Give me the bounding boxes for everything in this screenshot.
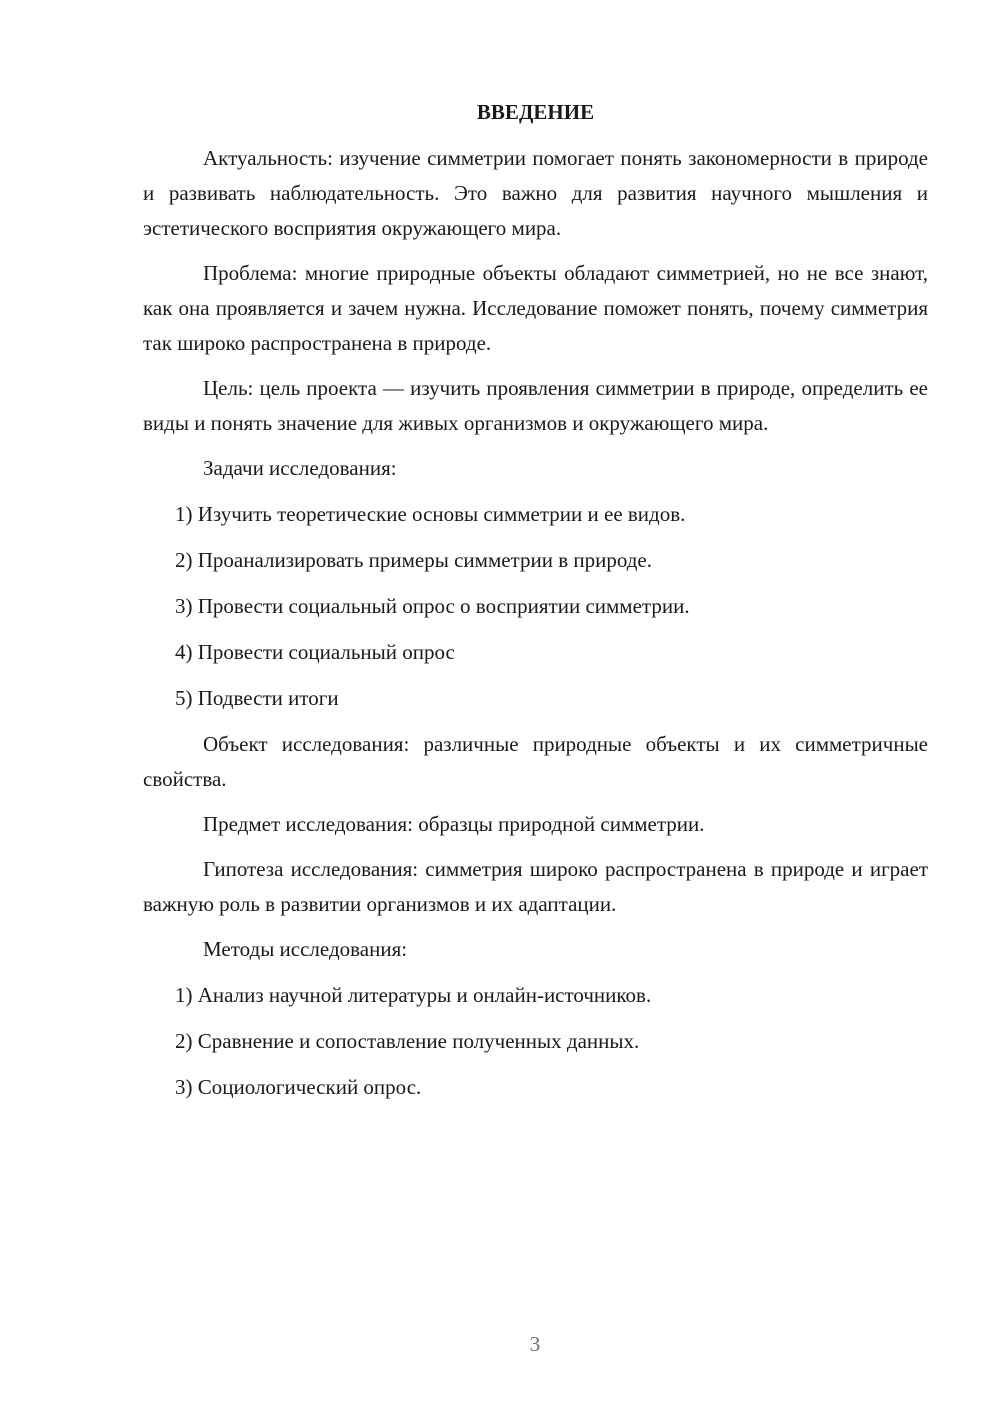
section-title: ВВЕДЕНИЕ [476, 100, 595, 124]
relevance-paragraph: Актуальность: изучение симметрии помогает понять закономерности в природе и развивать наблюдательность. Это важно для развития научного мышления и эстетического восприятия окружающего мира. [143, 146, 928, 240]
task-item: 4) Провести социальный опрос [175, 640, 455, 664]
methods-list [143, 978, 928, 1105]
hypothesis-paragraph: Гипотеза исследования: симметрия широко распространена в природе и играет важную роль в развитии организмов и их адаптации. [143, 857, 928, 916]
task-item: 2) Проанализировать примеры симметрии в природе. [175, 548, 653, 572]
goal-paragraph: Цель: цель проекта — изучить проявления симметрии в природе, определить ее виды и понять значение для живых организмов и окружающего мира. [143, 376, 928, 435]
task-item: 3) Провести социальный опрос о восприятии симметрии. [175, 594, 690, 618]
task-item: 5) Подвести итоги [175, 686, 339, 710]
method-item: 2) Сравнение и сопоставление полученных данных. [175, 1029, 640, 1053]
methods-heading: Методы исследования: [203, 937, 408, 961]
method-item: 3) Социологический опрос. [175, 1075, 422, 1099]
subject-paragraph: Предмет исследования: образцы природной симметрии. [203, 812, 705, 836]
problem-paragraph: Проблема: многие природные объекты обладают симметрией, но не все знают, как она проявляется и зачем нужна. Исследование поможет понять, почему симметрия так широко распространена в природе. [143, 261, 928, 355]
document-page [143, 95, 928, 1116]
object-paragraph: Объект исследования: различные природные объекты и их симметричные свойства. [143, 732, 928, 791]
method-item: 1) Анализ научной литературы и онлайн-источников. [175, 983, 652, 1007]
tasks-heading: Задачи исследования: [203, 456, 397, 480]
task-item: 1) Изучить теоретические основы симметрии и ее видов. [175, 502, 686, 526]
tasks-list [143, 497, 928, 716]
page-number: 3 [529, 1332, 541, 1356]
